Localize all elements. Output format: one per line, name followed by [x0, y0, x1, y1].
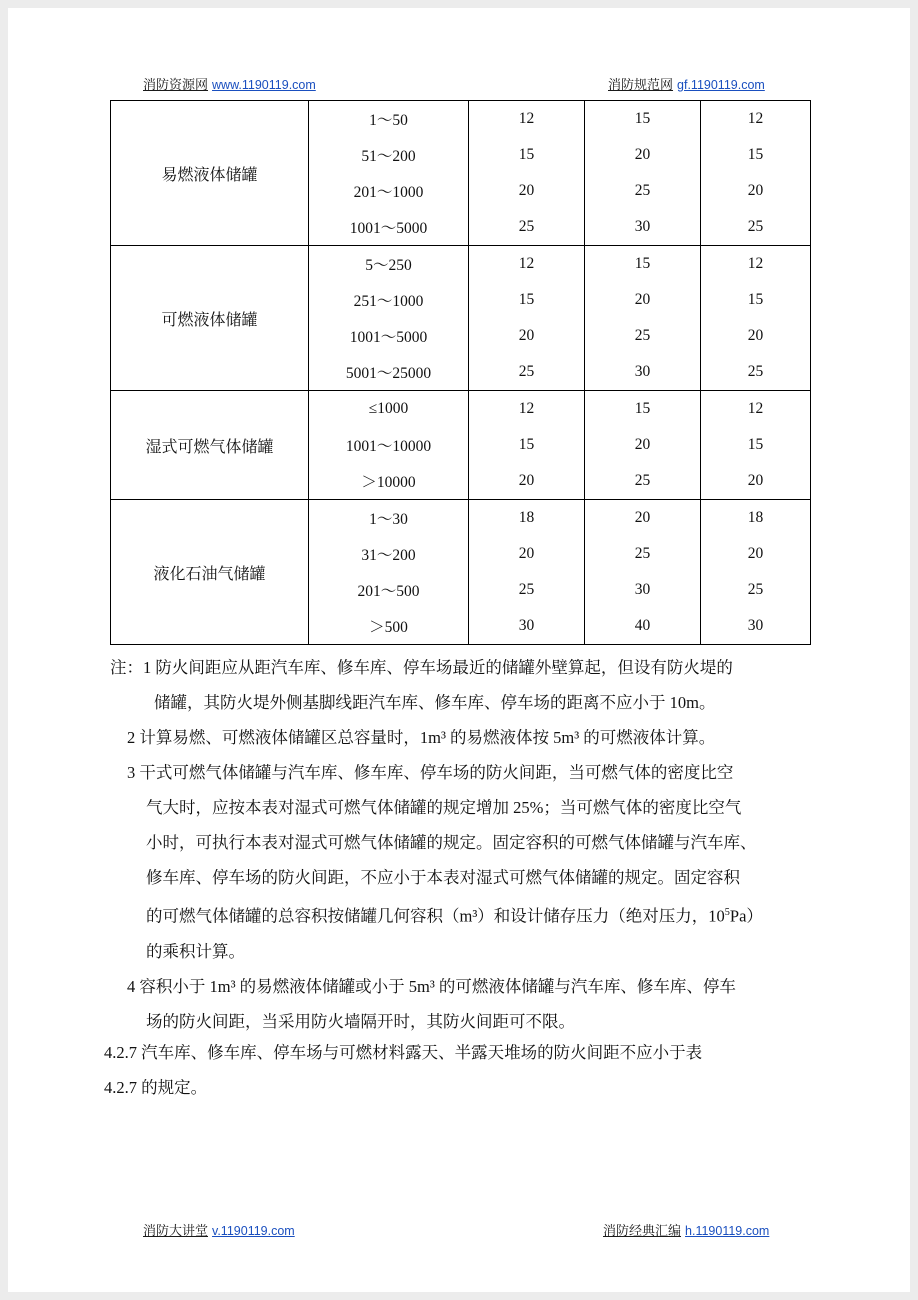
- table-cell-distance-3: 18: [701, 500, 811, 537]
- header-left-site-url[interactable]: www.1190119.com: [212, 78, 316, 92]
- footer-left-site-url[interactable]: v.1190119.com: [212, 1224, 295, 1238]
- header-right-watermark: [608, 74, 765, 96]
- table-cell-distance-1: 25: [469, 209, 585, 246]
- table-cell-distance-1: 12: [469, 391, 585, 428]
- note-4-line-2: 场的防火间距，当采用防火墙隔开时，其防火间距可不限。: [146, 1011, 575, 1031]
- footer-right-site-name: 消防经典汇编: [603, 1223, 682, 1238]
- table-cell-volume: 201～500: [309, 572, 469, 608]
- table-cell-distance-1: 20: [469, 318, 585, 354]
- table-row: [111, 391, 811, 428]
- table-cell-volume: 201～1000: [309, 173, 469, 209]
- footer-right-site-url[interactable]: h.1190119.com: [685, 1224, 770, 1238]
- table-cell-distance-2: 25: [585, 173, 701, 209]
- note-3-line-4: 修车库、停车场的防火间距，不应小于本表对湿式可燃气体储罐的规定。固定容积: [146, 868, 740, 887]
- table-cell-volume: ＞500: [309, 608, 469, 645]
- table-cell-distance-1: 12: [469, 246, 585, 283]
- table-cell-distance-3: 15: [701, 137, 811, 173]
- footer-left-watermark: [143, 1220, 295, 1242]
- table-cell-volume: 251～1000: [309, 282, 469, 318]
- table-row: [111, 101, 811, 138]
- table-cell-volume: 1001～5000: [309, 209, 469, 246]
- table-cell-distance-1: 20: [469, 173, 585, 209]
- table-cell-distance-3: 30: [701, 608, 811, 645]
- table-cell-distance-2: 40: [585, 608, 701, 645]
- table-cell-distance-1: 20: [469, 463, 585, 500]
- table-cell-distance-1: 25: [469, 354, 585, 391]
- fire-separation-distance-table: [110, 100, 810, 645]
- table-cell-distance-3: 25: [701, 354, 811, 391]
- clause-line-1: 4.2.7 汽车库、修车库、停车场与可燃材料露天、半露天堆场的防火间距不应小于表: [104, 1043, 703, 1062]
- table-row: [111, 500, 811, 537]
- page-header: [8, 74, 910, 96]
- note-3-exponent: 5: [724, 907, 730, 918]
- table-cell-distance-2: 30: [585, 354, 701, 391]
- table-cell-distance-2: 25: [585, 318, 701, 354]
- table-cell-distance-2: 20: [585, 427, 701, 463]
- table-cell-distance-1: 15: [469, 137, 585, 173]
- table-cell-distance-2: 20: [585, 282, 701, 318]
- table-cell-volume: 1001～5000: [309, 318, 469, 354]
- table-cell-distance-1: 12: [469, 101, 585, 138]
- table-cell-distance-2: 15: [585, 246, 701, 283]
- table-cell-distance-3: 12: [701, 101, 811, 138]
- note-3-line-5: [110, 895, 826, 934]
- header-left-watermark: [143, 74, 316, 96]
- table-cell-volume: 1001～10000: [309, 427, 469, 463]
- table-cell-distance-1: 30: [469, 608, 585, 645]
- table-cell-distance-3: 12: [701, 246, 811, 283]
- table-cell-distance-1: 20: [469, 536, 585, 572]
- table-cell-volume: 5～250: [309, 246, 469, 283]
- table-cell-distance-1: 15: [469, 282, 585, 318]
- table-cell-distance-1: 25: [469, 572, 585, 608]
- table-cell-volume: 1～30: [309, 500, 469, 537]
- table-cell-category: 易燃液体储罐: [111, 101, 309, 246]
- note-1-line-1: 注：1 防火间距应从距汽车库、修车库、停车场最近的储罐外壁算起，但设有防火堤的: [110, 658, 733, 677]
- table-cell-volume: ＞10000: [309, 463, 469, 500]
- spec-table: [110, 100, 811, 645]
- table-cell-distance-2: 20: [585, 500, 701, 537]
- table-cell-distance-2: 25: [585, 463, 701, 500]
- table-cell-volume: 1～50: [309, 101, 469, 138]
- clause-line-2: 4.2.7 的规定。: [104, 1078, 208, 1097]
- footer-right-watermark: [603, 1220, 769, 1242]
- clause-4-2-7: [104, 1035, 828, 1105]
- note-3-line-5-text-a: 的可燃气体储罐的总容积按储罐几何容积（m³）和设计储存压力（绝对压力，10: [146, 906, 725, 926]
- table-cell-distance-2: 30: [585, 572, 701, 608]
- table-cell-distance-2: 15: [585, 101, 701, 138]
- table-cell-distance-2: 15: [585, 391, 701, 428]
- note-3-line-1: 3 干式可燃气体储罐与汽车库、修车库、停车场的防火间距，当可燃气体的密度比空: [127, 763, 734, 782]
- note-1-line-2: 储罐，其防火堤外侧基脚线距汽车库、修车库、停车场的距离不应小于 10m。: [154, 693, 716, 712]
- footer-left-site-name: 消防大讲堂: [143, 1223, 209, 1238]
- table-cell-category: 可燃液体储罐: [111, 246, 309, 391]
- table-cell-volume: ≤1000: [309, 391, 469, 428]
- table-cell-distance-2: 25: [585, 536, 701, 572]
- header-right-site-name: 消防规范网: [608, 77, 674, 92]
- table-cell-distance-3: 15: [701, 282, 811, 318]
- table-cell-distance-3: 12: [701, 391, 811, 428]
- table-cell-distance-2: 20: [585, 137, 701, 173]
- note-3-line-6: 的乘积计算。: [146, 941, 245, 961]
- table-row: [111, 246, 811, 283]
- table-cell-category: 液化石油气储罐: [111, 500, 309, 645]
- table-cell-volume: 5001～25000: [309, 354, 469, 391]
- note-3-line-3: 小时，可执行本表对湿式可燃气体储罐的规定。固定容积的可燃气体储罐与汽车库、: [146, 833, 757, 852]
- table-cell-distance-2: 30: [585, 209, 701, 246]
- table-cell-category: 湿式可燃气体储罐: [111, 391, 309, 500]
- note-4-line-1: 4 容积小于 1m³ 的易燃液体储罐或小于 5m³ 的可燃液体储罐与汽车库、修车库、停车: [127, 976, 736, 996]
- table-cell-distance-3: 25: [701, 572, 811, 608]
- table-cell-distance-1: 18: [469, 500, 585, 537]
- table-cell-distance-3: 20: [701, 463, 811, 500]
- table-cell-distance-3: 20: [701, 318, 811, 354]
- table-cell-volume: 31～200: [309, 536, 469, 572]
- table-notes: [110, 650, 826, 1039]
- document-page: [8, 8, 910, 1292]
- note-2: 2 计算易燃、可燃液体储罐区总容量时，1m³ 的易燃液体按 5m³ 的可燃液体计算。: [127, 728, 716, 747]
- page-footer: [8, 1220, 910, 1242]
- table-cell-volume: 51～200: [309, 137, 469, 173]
- note-3-line-2: 气大时，应按本表对湿式可燃气体储罐的规定增加 25%；当可燃气体的密度比空气: [146, 798, 742, 817]
- table-cell-distance-3: 15: [701, 427, 811, 463]
- table-cell-distance-1: 15: [469, 427, 585, 463]
- table-cell-distance-3: 20: [701, 536, 811, 572]
- header-right-site-url[interactable]: gf.1190119.com: [677, 78, 765, 92]
- header-left-site-name: 消防资源网: [143, 77, 209, 92]
- table-cell-distance-3: 25: [701, 209, 811, 246]
- note-3-line-5-text-b: Pa）: [729, 906, 763, 926]
- table-cell-distance-3: 20: [701, 173, 811, 209]
